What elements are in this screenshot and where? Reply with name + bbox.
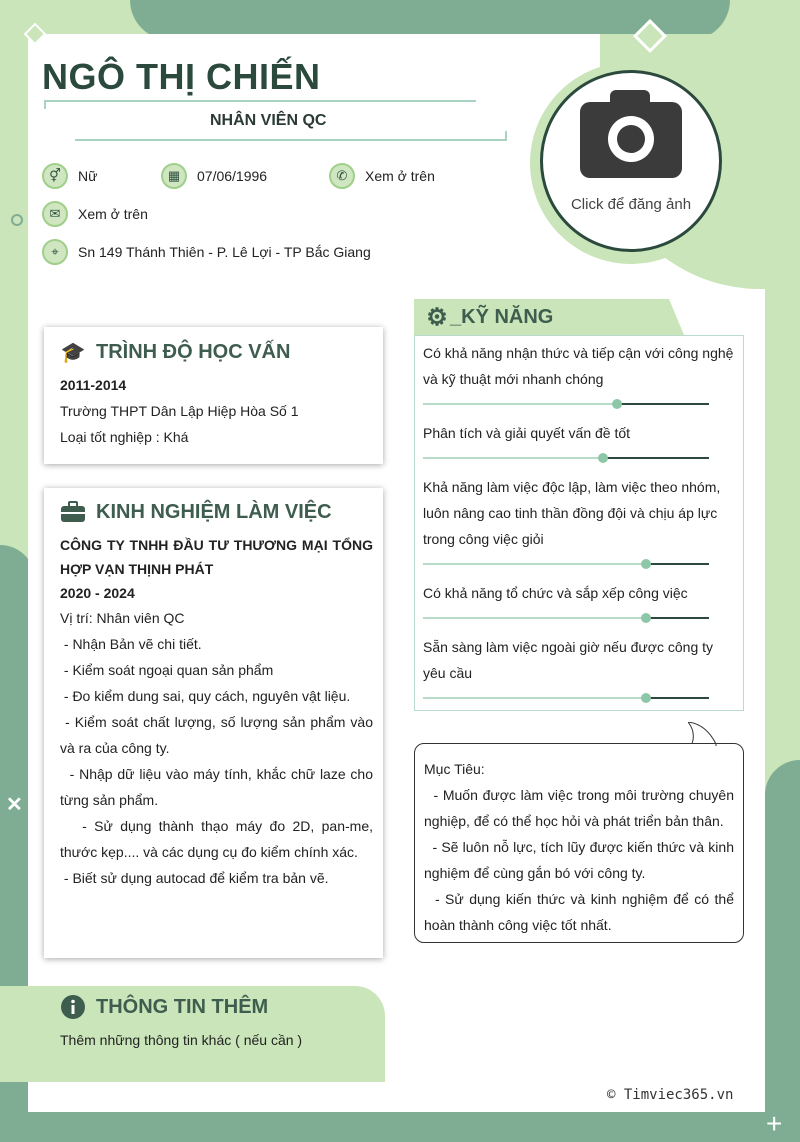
duty-item[interactable]: - Biết sử dụng autocad để kiểm tra bản vẽ. [60, 870, 329, 886]
skill-level-handle [641, 559, 651, 569]
photo-upload[interactable] [540, 70, 722, 252]
skill-label[interactable]: Phân tích và giải quyết vấn đề tốt [423, 425, 631, 441]
gender-value: Nữ [78, 168, 98, 184]
plus-decor: + [766, 1108, 783, 1139]
education-grade[interactable]: Loại tốt nghiệp : Khá [60, 429, 189, 445]
candidate-name[interactable]: NGÔ THỊ CHIẾN [42, 56, 321, 97]
email-row[interactable] [42, 201, 148, 227]
duty-item[interactable]: - Đo kiểm dung sai, quy cách, nguyên vật liệu. [60, 688, 351, 704]
objective-heading[interactable]: Mục Tiêu: [424, 761, 485, 777]
skill-level-bar [423, 558, 709, 570]
skill-label[interactable]: Có khả năng tổ chức và sắp xếp công việc [423, 585, 688, 601]
experience-duties [60, 631, 377, 891]
gender-row[interactable] [42, 163, 97, 189]
location-icon: ⌖ [42, 239, 68, 265]
skill-label[interactable]: Sẵn sàng làm việc ngoài giờ nếu được công ty yêu cầu [423, 639, 714, 681]
skill-level-bar [423, 398, 709, 410]
experience-heading [60, 499, 332, 525]
experience-body [60, 533, 377, 891]
duty-item[interactable]: - Nhập dữ liệu vào máy tính, khắc chữ laze cho từng sản phẩm. [60, 766, 377, 808]
gender-icon: ⚥ [42, 163, 68, 189]
skills-list [415, 336, 743, 704]
more-info-heading [60, 994, 268, 1020]
education-school[interactable]: Trường THPT Dân Lập Hiệp Hòa Số 1 [60, 403, 299, 419]
skill-level-bar [423, 692, 709, 704]
info-icon [60, 994, 86, 1020]
title-rule [44, 100, 476, 109]
cross-decor: ✕ [6, 794, 23, 816]
circle-decor [11, 214, 23, 226]
experience-years[interactable]: 2020 - 2024 [60, 585, 135, 601]
phone-icon: ✆ [329, 163, 355, 189]
phone-value: Xem ở trên [365, 168, 435, 184]
education-body [60, 372, 370, 450]
skill-level-handle [598, 453, 608, 463]
skills-title[interactable]: _KỸ NĂNG [450, 305, 554, 328]
calendar-icon: ▦ [161, 163, 187, 189]
education-years[interactable]: 2011-2014 [60, 377, 127, 393]
education-card [44, 327, 383, 464]
skill-level-handle [641, 613, 651, 623]
education-heading [60, 339, 290, 365]
graduation-cap-icon: 🎓 [60, 341, 86, 364]
experience-card [44, 488, 383, 958]
more-info-text[interactable]: Thêm những thông tin khác ( nếu cần ) [60, 1032, 303, 1048]
duty-item[interactable]: - Sử dụng thành thạo máy đo 2D, pan-me, thước kẹp.... và các dụng cụ đo kiểm chính xác. [60, 818, 377, 860]
skills-heading [424, 304, 553, 330]
experience-company[interactable]: CÔNG TY TNHH ĐẦU TƯ THƯƠNG MẠI TỔNG HỢP VẠN THỊNH PHÁT [60, 537, 373, 577]
education-title[interactable]: TRÌNH ĐỘ HỌC VẤN [96, 340, 291, 363]
decor-right [765, 760, 800, 1142]
skill-level-handle [612, 399, 622, 409]
objective-bubble [414, 743, 744, 943]
duty-item[interactable]: - Kiểm soát ngoại quan sản phẩm [60, 662, 274, 678]
more-info-title[interactable]: THÔNG TIN THÊM [96, 995, 269, 1018]
birthday-value: 07/06/1996 [197, 168, 268, 184]
objective-line[interactable]: - Sẽ luôn nỗ lực, tích lũy được kiến thức và kinh nghiệm để cùng gắn bó với công ty. [424, 839, 738, 881]
address-value: Sn 149 Thánh Thiên - P. Lê Lợi - TP Bắc Giang [78, 244, 371, 260]
email-icon: ✉ [42, 201, 68, 227]
skill-level-handle [641, 693, 651, 703]
objective-body [424, 756, 738, 938]
experience-role[interactable]: Vị trí: Nhân viên QC [60, 610, 185, 626]
duty-item[interactable]: - Nhận Bản vẽ chi tiết. [60, 636, 202, 652]
address-row[interactable] [42, 239, 371, 265]
job-title[interactable]: NHÂN VIÊN QC [210, 112, 327, 129]
phone-row[interactable] [329, 163, 435, 189]
duty-item[interactable]: - Kiểm soát chất lượng, số lượng sản phẩm vào và ra của công ty. [60, 714, 377, 756]
more-info-section [0, 986, 385, 1082]
camera-icon [580, 102, 682, 178]
skill-label[interactable]: Có khả năng nhận thức và tiếp cận với công nghệ và kỹ thuật mới nhanh chóng [423, 345, 734, 387]
decor-bottom [0, 1108, 800, 1142]
objective-line[interactable]: - Sử dụng kiến thức và kinh nghiệm để có thể hoàn thành công việc tốt nhất. [424, 891, 738, 933]
birthday-row[interactable] [161, 163, 267, 189]
copyright: © Timviec365.vn [607, 1087, 734, 1103]
skill-label[interactable]: Khả năng làm việc độc lập, làm việc theo nhóm, luôn nâng cao tinh thần đồng đội và chịu áp lực trong công việc giỏi [423, 479, 721, 547]
objective-lines [424, 782, 738, 938]
skill-level-bar [423, 452, 709, 464]
title-rule [75, 131, 507, 141]
gear-icon: ⚙ [426, 303, 448, 331]
photo-upload-label: Click để đăng ảnh [570, 195, 692, 213]
email-value: Xem ở trên [78, 206, 148, 222]
skills-box [414, 335, 744, 711]
experience-title[interactable]: KINH NGHIỆM LÀM VIỆC [96, 500, 332, 523]
skill-level-bar [423, 612, 709, 624]
briefcase-icon [60, 499, 86, 525]
objective-line[interactable]: - Muốn được làm việc trong môi trường chuyên nghiệp, để có thể học hỏi và phát triển bản thân. [424, 787, 738, 829]
